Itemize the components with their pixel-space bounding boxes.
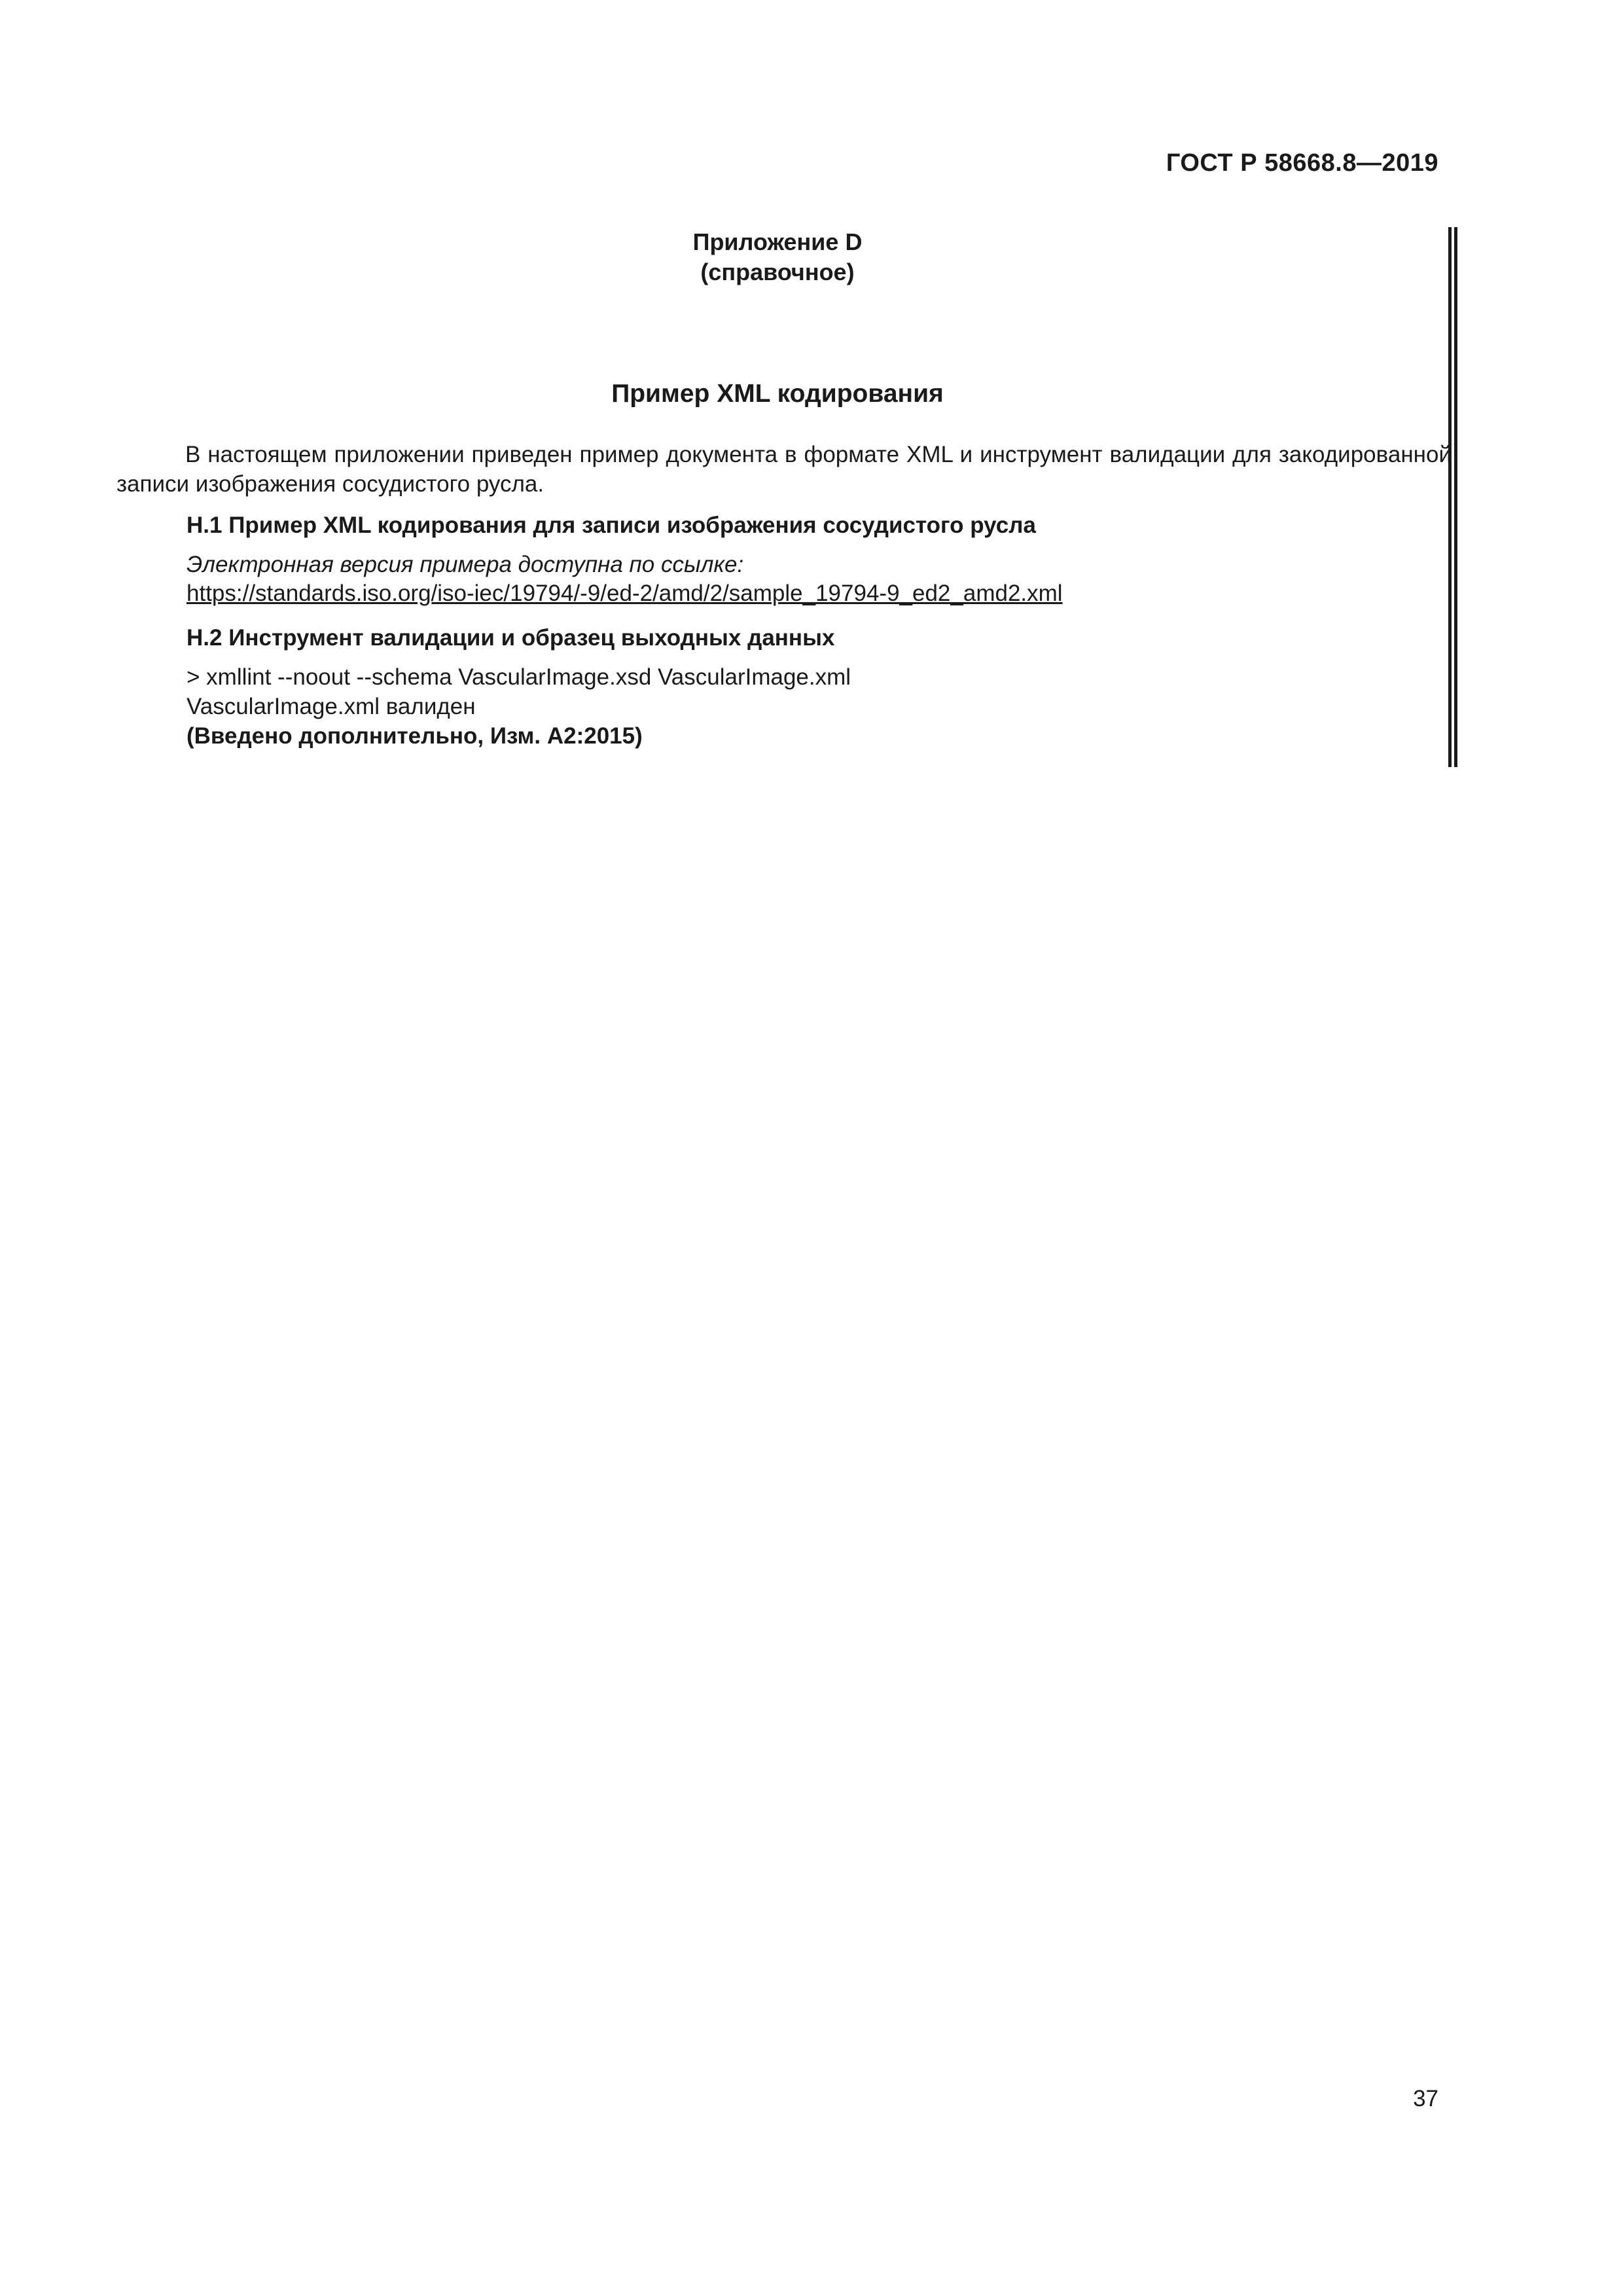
validation-command: > xmllint --noout --schema VascularImage.xsd VascularImage.xml bbox=[187, 664, 851, 690]
electronic-version-note: Электронная версия примера доступна по ссылке: bbox=[187, 552, 744, 577]
subsection-h2-heading: H.2 Инструмент валидации и образец выходных данных bbox=[187, 625, 835, 651]
appendix-title: Приложение D bbox=[692, 228, 863, 255]
validation-output: VascularImage.xml валиден bbox=[187, 694, 476, 719]
appendix-type: (справочное) bbox=[700, 259, 855, 285]
subsection-h1-heading: H.1 Пример XML кодирования для записи изображения сосудистого русла bbox=[187, 512, 1036, 538]
sample-xml-link[interactable]: https://standards.iso.org/iso-iec/19794/-9/ed-2/amd/2/sample_19794-9_ed2_amd2.xml bbox=[187, 581, 1063, 606]
intro-paragraph: В настоящем приложении приведен пример документа в формате XML и инструмент валидации для закодированной записи изображения сосудистого русла. bbox=[116, 442, 1452, 497]
page-number: 37 bbox=[1413, 2086, 1438, 2111]
amendment-note: (Введено дополнительно, Изм. A2:2015) bbox=[187, 723, 643, 749]
document-standard-code: ГОСТ Р 58668.8—2019 bbox=[1166, 149, 1438, 177]
section-title: Пример XML кодирования bbox=[611, 380, 944, 408]
